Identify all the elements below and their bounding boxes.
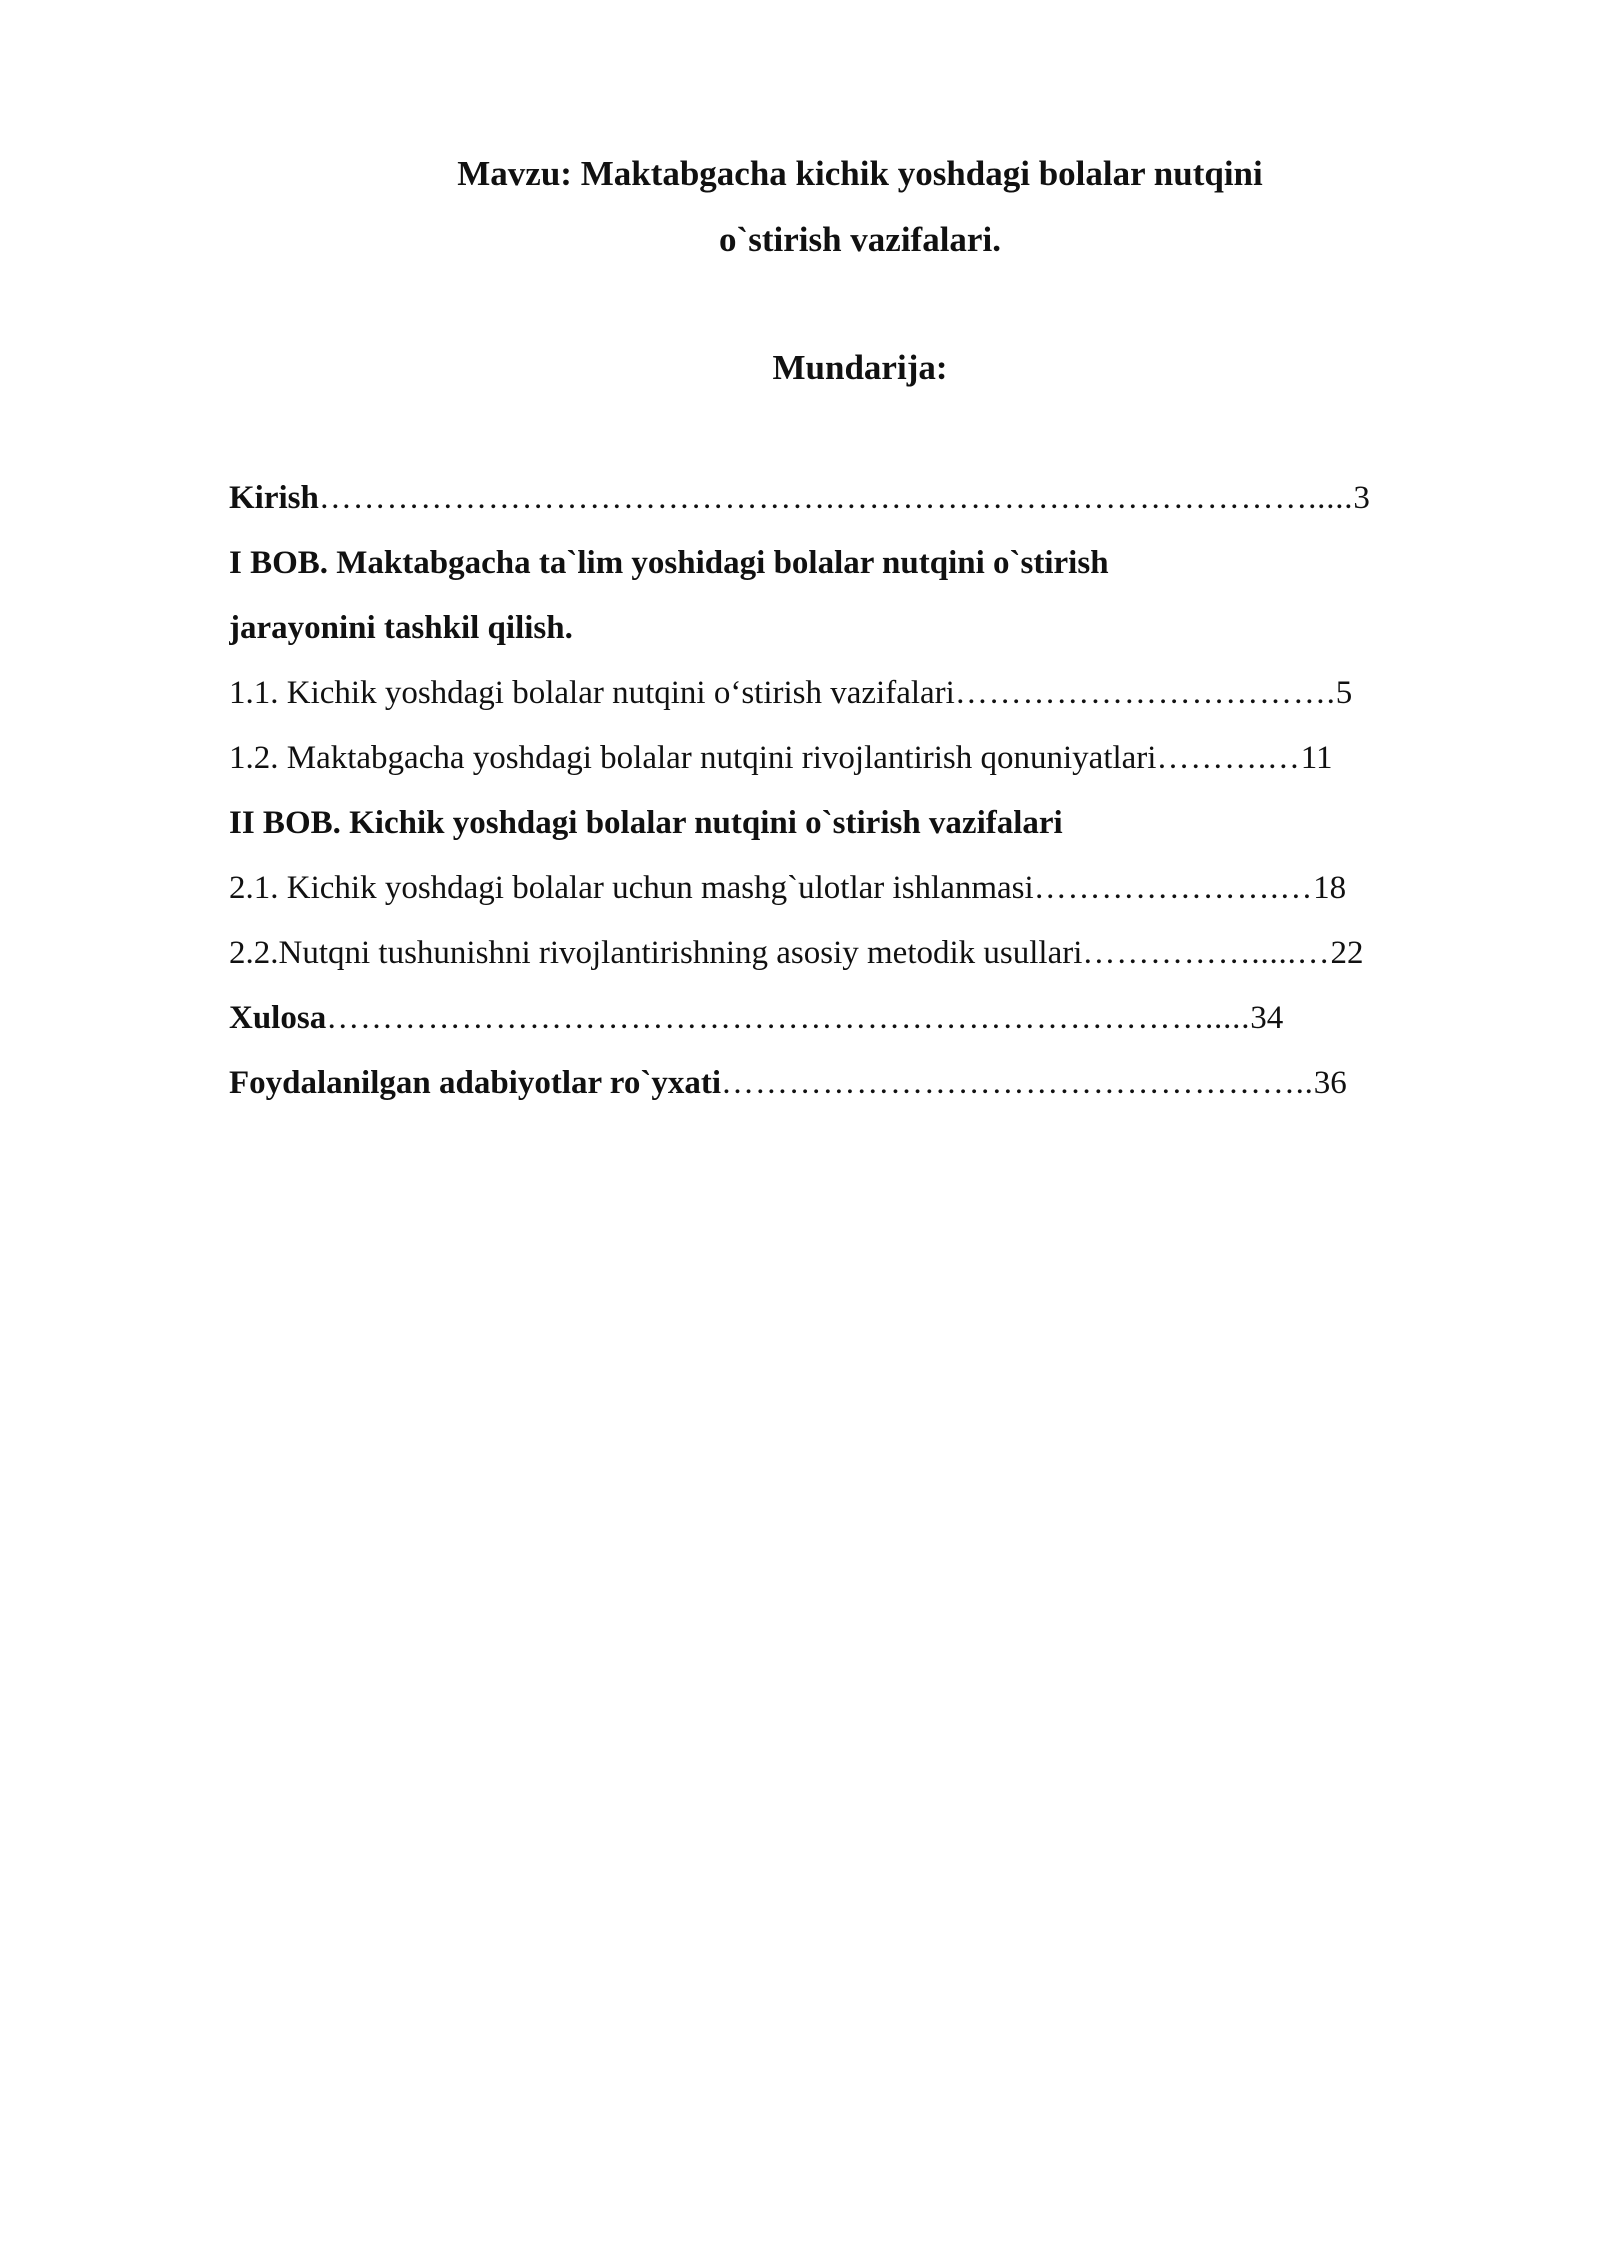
- toc-entry-title: 1.1. Kichik yoshdagi bolalar nutqini o‘stirish vazifalari: [229, 677, 955, 711]
- toc-entry-title: Foydalanilgan adabiyotlar ro`yxati: [229, 1067, 722, 1101]
- document-title-line-2: o`stirish vazifalari.: [719, 220, 1001, 259]
- toc-entry-chapter-1-line-1[interactable]: [229, 547, 1489, 612]
- toc-entry-title: I BOB. Maktabgacha ta`lim yoshidagi bolalar nutqini o`stirish: [229, 547, 1109, 581]
- toc-entry-title: 2.2.Nutqni tushunishni rivojlantirishning asosiy metodik usullari: [229, 937, 1083, 971]
- toc-page-number: 5: [1335, 677, 1353, 711]
- table-of-contents: [229, 482, 1489, 1132]
- toc-entry-title: Xulosa: [229, 1002, 327, 1036]
- toc-page-number: 34: [1250, 1002, 1284, 1036]
- toc-page-number: 18: [1313, 872, 1347, 906]
- toc-entry-2-1[interactable]: [229, 872, 1489, 937]
- toc-entry-title: 2.1. Kichik yoshdagi bolalar uchun mashg`ulotlar ishlanmasi: [229, 872, 1034, 906]
- toc-entry-title: II BOB. Kichik yoshdagi bolalar nutqini o`stirish vazifalari: [229, 807, 1063, 841]
- toc-entry-title: 1.2. Maktabgacha yoshdagi bolalar nutqini rivojlantirish qonuniyatlari: [229, 742, 1157, 776]
- toc-entry-1-1[interactable]: [229, 677, 1489, 742]
- toc-page-number: 3: [1353, 482, 1370, 516]
- toc-entry-kirish[interactable]: [229, 482, 1489, 547]
- toc-entry-xulosa[interactable]: [229, 1002, 1489, 1067]
- toc-page-number: 36: [1313, 1067, 1347, 1101]
- toc-entry-1-2[interactable]: [229, 742, 1489, 807]
- toc-leader-dots: …………….....…: [1082, 937, 1331, 970]
- toc-entry-chapter-1-line-2[interactable]: [229, 612, 1489, 677]
- toc-leader-dots: …………………………………………………………………….....: [326, 1002, 1251, 1035]
- toc-entry-references[interactable]: [229, 1067, 1489, 1132]
- toc-entry-2-2[interactable]: [229, 937, 1489, 1002]
- toc-page-number: 22: [1330, 937, 1364, 971]
- toc-leader-dots: ……………………………………………..: [721, 1067, 1314, 1100]
- toc-leader-dots: ……………………………………….…………………………………….....: [318, 482, 1354, 515]
- toc-leader-dots: ………………….…: [1033, 872, 1314, 905]
- toc-leader-dots: ……….…: [1156, 742, 1301, 775]
- document-title-line-1: Mavzu: Maktabgacha kichik yoshdagi bolalar nutqini: [457, 154, 1263, 193]
- toc-leader-dots: …………………………….: [954, 677, 1336, 710]
- toc-entry-chapter-2[interactable]: [229, 807, 1489, 872]
- toc-page-number: 11: [1300, 742, 1333, 776]
- toc-entry-title: jarayonini tashkil qilish.: [229, 612, 573, 646]
- toc-entry-title: Kirish: [229, 482, 319, 516]
- toc-heading: Mundarija:: [772, 348, 948, 387]
